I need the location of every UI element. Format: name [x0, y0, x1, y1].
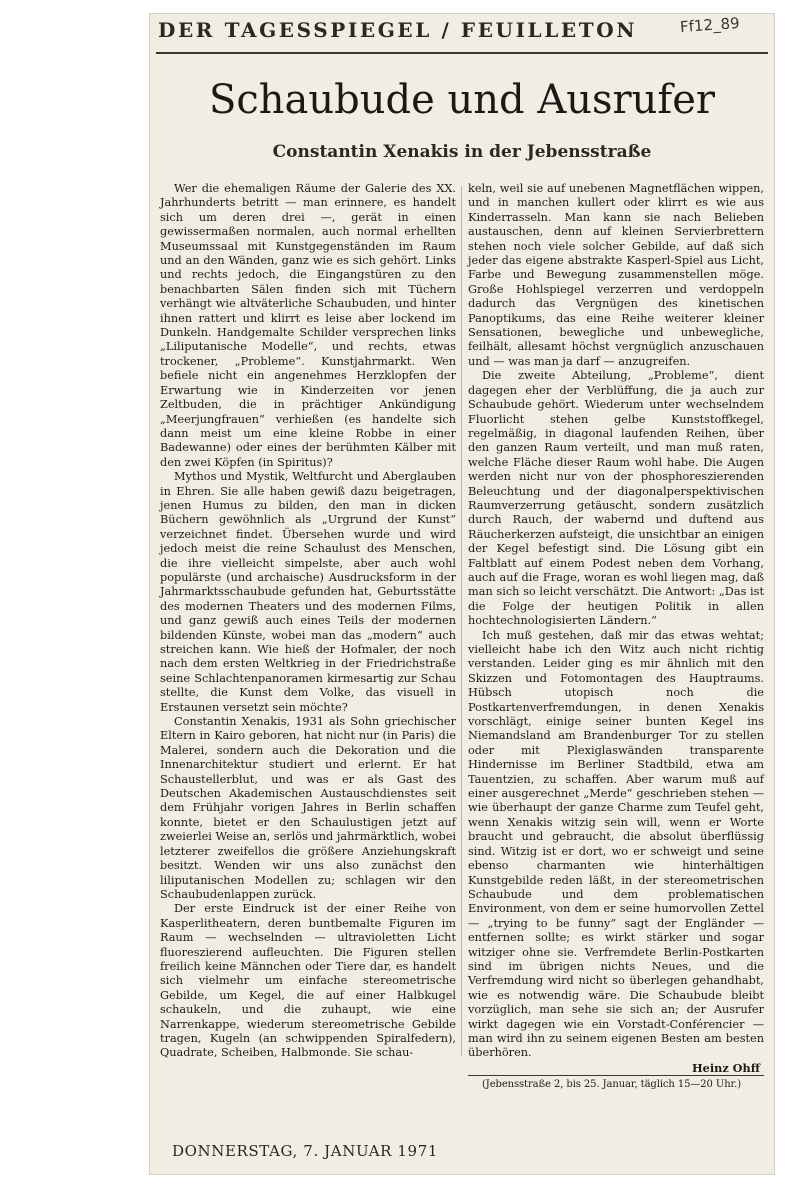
article-column-right	[468, 182, 764, 1091]
paragraph: Constantin Xenakis, 1931 als Sohn griechischer Eltern in Kairo geboren, hat nicht nur (in Paris) die Malerei, sondern auch die Dekoration und die Innenarchitektur studiert und erlernt. Er hat Schaustellerblut, und was er als Gast des Deutschen Akademischen Austauschdienstes seit dem Frühjahr vorigen Jahres in Berlin schaffen konnte, bietet er den Schaulustigen jetzt auf zweierlei Weise an, serlös und jahrmärktlich, wobei letzterer zweifellos die größere Anziehungskraft besitzt. Wenden wir uns also zunächst den liliputanischen Modellen zu; schlagen wir den Schaubudenlappen zurück.	[160, 715, 456, 901]
publication-dateline: DONNERSTAG, 7. JANUAR 1971	[172, 1142, 438, 1160]
article-headline: Schaubude und Ausrufer	[208, 77, 716, 123]
author-byline: Heinz Ohff	[691, 1060, 760, 1075]
paragraph: Die zweite Abteilung, „Probleme“, dient dagegen eher der Verblüffung, die ja auch zur Schaubude gehört. Wiederum unter wechselndem Fluorlicht stehen gelbe Kunststoffkegel, regelmäßig, in diagonal laufenden Reihen, über den ganzen Raum verteilt, und man muß raten, welche Fläche dieser Raum wohl habe. Die Augen werden nicht nur von der phosphoreszierenden Beleuchtung und der diagonalperspektivischen Raumverzerrung getäuscht, sondern zusätzlich durch Rauch, der wabernd und duftend aus Räucherkerzen aufsteigt, die unsichtbar an einigen der Kegel befestigt sind. Die Lösung gibt ein Faltblatt auf einem Podest neben dem Vorhang, auch auf die Frage, woran es wohl liegen mag, daß man sich so leicht verschätzt. Die Antwort: „Das ist die Folge der heutigen Politik in allen hochtechnologisierten Ländern.“	[468, 369, 764, 628]
paragraph: Wer die ehemaligen Räume der Galerie des XX. Jahrhunderts betritt — man erinnere, es handelt sich um deren drei —, gerät in einen gewissermaßen normalen, auch normal erhellten Museumssaal mit Kunstgegenständen im Raum und an den Wänden, ganz wie es sich gehört. Links und rechts jedoch, die Eingangstüren zu den benachbarten Sälen finden sich mit Tüchern verhängt wie altväterliche Schaubuden, und hinter ihnen rattert und klirrt es leise aber lockend im Dunkeln. Handgemalte Schilder versprechen links „Liliputanische Modelle“, und rechts, etwas trockener, „Probleme“. Kunstjahrmarkt. Wen befiele nicht ein angenehmes Herzklopfen der Erwartung wie in Kinderzeiten vor jenen Zeltbuden, die in prächtiger Ankündigung „Meerjungfrauen“ verhießen (es handelte sich dann meist um eine kleine Robbe in einer Badewanne) oder eines der berühmten Kälber mit den zwei Köpfen (in Spiritus)?	[160, 182, 456, 469]
masthead-rule	[156, 52, 768, 54]
masthead	[150, 14, 774, 54]
masthead-title: DER TAGESSPIEGEL / FEUILLETON	[158, 18, 638, 42]
paragraph: Ich muß gestehen, daß mir das etwas wehtat; vielleicht habe ich den Witz auch nicht richtig verstanden. Leider ging es mir ähnlich mit den Skizzen und Fotomontagen des Hauptraums. Hübsch utopisch noch die Postkartenverfremdungen, in denen Xenakis vorschlägt, einige seiner bunten Kegel ins Niemandsland am Brandenburger Tor zu stellen oder mit Plexiglaswänden transparente Hindernisse im Berliner Stadtbild, etwa am Tauentzien, zu schaffen. Aber warum muß auf einer ausgerechnet „Merde“ geschrieben stehen — wie überhaupt der ganze Charme zum Teufel geht, wenn Xenakis witzig sein will, wenn er Worte braucht und gebraucht, die absolut überflüssig sind. Witzig ist er dort, wo er schweigt und seine ebenso charmanten wie hinterhältigen Kunstgebilde reden läßt, in der stereometrischen Schaubude und dem problematischen Environment, von dem er seine humorvollen Zettel — „trying to be funny“ sagt der Engländer — entfernen sollte; es wirkt stärker und sogar witziger ohne sie. Verfremdete Berlin-Postkarten sind im übrigen nichts Neues, und die Verfremdung wird nicht so überlegen gehandhabt, wie es notwendig wäre. Die Schaubude bleibt vorzüglich, man sehe sie sich an; der Ausrufer wirkt dagegen wie ein Vorstadt-Conférencier — man wird ihn zu seinem eigenen Besten am besten überhören.	[468, 628, 764, 1060]
paragraph: keln, weil sie auf unebenen Magnetflächen wippen, und in manchen kullert oder klirrt es wie aus Kinderrasseln. Man kann sie nach Belieben austauschen, denn auf kleinen Servierbrettern stehen noch viele solcher Gebilde, auf daß sich jeder das eigene abstrakte Kasperl-Spiel aus Licht, Farbe und Bewegung zusammenstellen möge. Große Hohlspiegel verzerren und verdoppeln dadurch das Vergnügen des kinetischen Panoptikums, das eine Reihe weiterer kleiner Sensationen, bewegliche und unbewegliche, feilhält, allesamt höchst vergnüglich anzuschauen und — was man ja darf — anzugreifen.	[468, 182, 764, 368]
paragraph: Mythos und Mystik, Weltfurcht und Aberglauben in Ehren. Sie alle haben gewiß dazu beigetragen, jenen Humus zu bilden, den man in dicken Büchern gewöhnlich als „Urgrund der Kunst“ verzeichnet findet. Übersehen wurde und wird jedoch meist die reine Schaulust des Menschen, die ihre vielleicht simpelste, aber auch wohl populärste (und archaische) Ausdrucksform in der Jahrmarktsschaubude gefunden hat, Geburtsstätte des modernen Theaters und des modernen Films, und ganz gewiß auch eines Teils der modernen bildenden Künste, wobei man das „modern“ auch streichen kann. Wie hieß der Hofmaler, der noch nach dem ersten Weltkrieg in der Friedrichstraße seine Schlachtenpanoramen kirmesartig zur Schau stellte, die Kunst dem Volke, das visuell in Erstaunen versetzt sein möchte?	[160, 470, 456, 714]
article-column-left	[160, 182, 456, 1072]
column-divider	[461, 186, 462, 1056]
newspaper-clipping	[150, 14, 774, 1174]
exhibition-info: (Jebensstraße 2, bis 25. Januar, täglich 15—20 Uhr.)	[468, 1075, 764, 1092]
paragraph: Der erste Eindruck ist der einer Reihe von Kasperlitheatern, deren buntbemalte Figuren im Raum — wechselnden — ultravioletten Licht fluoreszierend aufleuchten. Die Figuren stellen freilich keine Männchen oder Tiere dar, es handelt sich vielmehr um einfache stereometrische Gebilde, um Kegel, die auf einer Halbkugel schaukeln, und die zuhaupt, wie eine Narrenkappe, wiederum stereometrische Gebilde tragen, Kugeln (an schwippenden Spiralfedern), Quadrate, Scheiben, Halbmonde. Sie schau-	[160, 902, 456, 1060]
article-subheadline: Constantin Xenakis in der Jebensstraße	[272, 142, 652, 162]
handwritten-archive-note: Ff12_89	[679, 13, 741, 37]
